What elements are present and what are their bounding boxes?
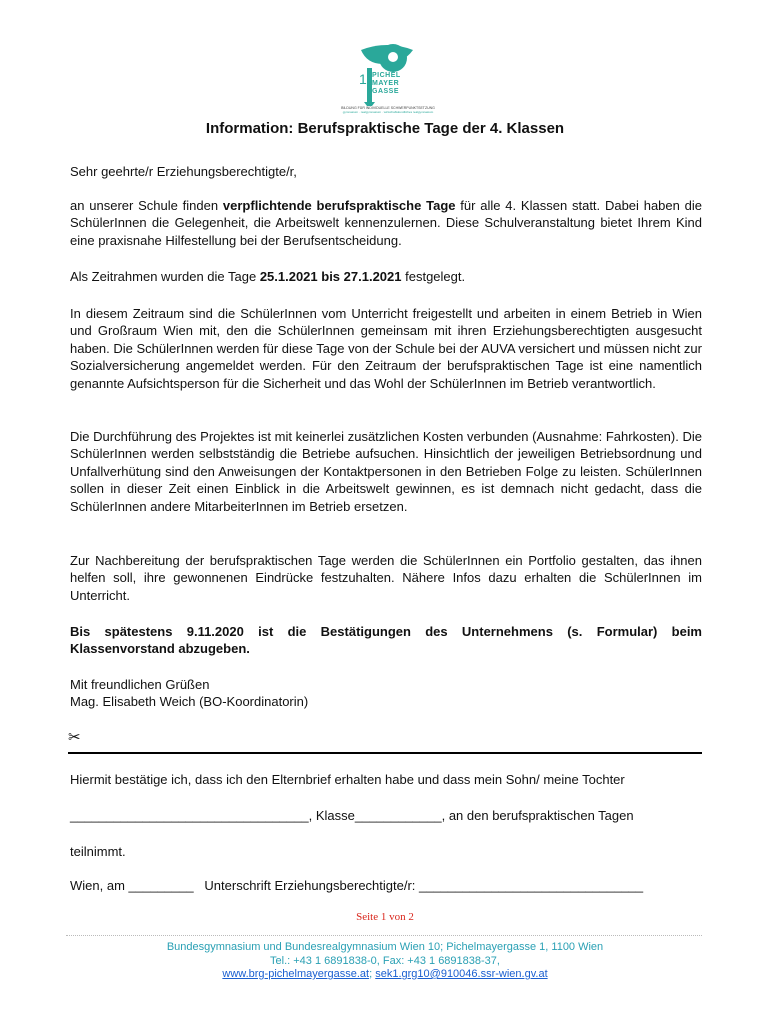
logo-subtagline: gymnasium · realgymnasium · wirtschaftskundliches realgymnasium: [342, 110, 434, 114]
paragraph-insurance: In diesem Zeitraum sind die SchülerInnen vom Unterricht freigestellt und arbeiten in einem Betrieb in Wien und Großraum Wien mit, den die SchülerInnen gemeinsam mit ihren Erziehungsberechtigten ausgesucht haben. Die SchülerInnen werden für diese Tage von der Schule bei der AUVA versichert und müssen nicht zur Sozialversicherung angemeldet werden. Für den Zeitraum der berufspraktischen Tage ist eine namentlich genannte Aufsichtsperson für die Sicherheit und das Wohl der SchülerInnen im Betrieb verantwortlich.: [70, 306, 702, 391]
para1-text-a: an unserer Schule finden: [70, 198, 223, 213]
form-confirmation: Hiermit bestätige ich, dass ich den Elternbrief erhalten habe und dass mein Sohn/ meine Tochter: [70, 772, 625, 787]
cut-line: [68, 752, 702, 754]
logo-wordmark: [372, 72, 432, 96]
footer-separator: ;: [369, 968, 376, 980]
paragraph-costs: Die Durchführung des Projektes ist mit keinerlei zusätzlichen Kosten verbunden (Ausnahme: Fahrkosten). Die SchülerInnen werden selbstständig die Betriebe aufsuchen. Hinsichtlich der jeweiligen Betriebsordnung und Unfallverhütung sind den Anweisungen der Kontaktpersonen in den Betrieben Folge zu leisten. SchülerInnen sollen in dieser Zeit einen Einblick in die Arbeitswelt gewinnen, es ist demnach nicht gedacht, dass die SchülerInnen andere MitarbeiterInnen im Betrieb ersetzen.: [70, 429, 702, 514]
closing: Mit freundlichen Grüßen: [70, 677, 210, 692]
para2-text-b: festgelegt.: [401, 269, 466, 284]
logo-line-3: GASSE: [372, 88, 400, 95]
document-title: Information: Berufspraktische Tage der 4. Klassen: [205, 120, 565, 137]
paragraph-intro: [70, 197, 702, 249]
paragraph-portfolio: Zur Nachbereitung der berufspraktischen Tage werden die SchülerInnen ein Portfolio gestalten, das ihnen helfen soll, ihre gewonnenen Eindrücke festzuhalten. Nähere Infos dazu erhalten die SchülerInnen im Unterricht.: [70, 553, 702, 603]
form-date-signature: Wien, am _________ Unterschrift Erziehungsberechtigte/r: _______________________________: [70, 878, 644, 893]
svg-text:1: 1: [359, 71, 367, 87]
footer-phone: Tel.: +43 1 6891838-0, Fax: +43 1 6891838-37,: [270, 955, 500, 967]
signature: Mag. Elisabeth Weich (BO-Koordinatorin): [70, 694, 309, 709]
logo-line-2: MAYER: [372, 80, 400, 87]
logo-line-1: PICHEL: [372, 72, 401, 79]
form-participates: teilnimmt.: [70, 844, 126, 859]
para1-text-b: für alle 4. Klassen statt. Dabei haben die SchülerInnen die Gelegenheit, die Arbeitswelt kennenzulernen. Diese Schulveranstaltung bietet Ihrem Kind eine praxisnahe Hilfestellung bei der Berufsentscheidung.: [70, 198, 703, 248]
email-link[interactable]: sek1.grg10@910046.ssr-wien.gv.at: [375, 968, 548, 980]
footer-divider: [66, 935, 702, 936]
paragraph-deadline: Bis spätestens 9.11.2020 ist die Bestätigungen des Unternehmens (s. Formular) beim Klassenvorstand abzugeben.: [70, 624, 702, 657]
para2-text-a: Als Zeitrahmen wurden die Tage: [70, 269, 260, 284]
footer-links: [0, 968, 770, 981]
logo-tagline: BILDUNG FÜR INDIVIDUELLE SCHWERPUNKTSETZUNG: [341, 106, 435, 110]
para1-bold: verpflichtende berufspraktische Tage: [222, 198, 456, 213]
paragraph-dates: [70, 268, 702, 285]
footer-address: Bundesgymnasium und Bundesrealgymnasium Wien 10; Pichelmayergasse 1, 1100 Wien: [166, 941, 604, 953]
page-number: Seite 1 von 2: [356, 911, 414, 923]
form-student-class: _________________________________, Klasse____________, an den berufspraktischen Tagen: [70, 808, 634, 823]
para2-bold-dates: 25.1.2021 bis 27.1.2021: [259, 269, 402, 284]
website-link[interactable]: www.brg-pichelmayergasse.at: [222, 968, 370, 980]
salutation: Sehr geehrte/r Erziehungsberechtigte/r,: [70, 164, 297, 179]
scissors-icon: ✂: [68, 729, 81, 746]
